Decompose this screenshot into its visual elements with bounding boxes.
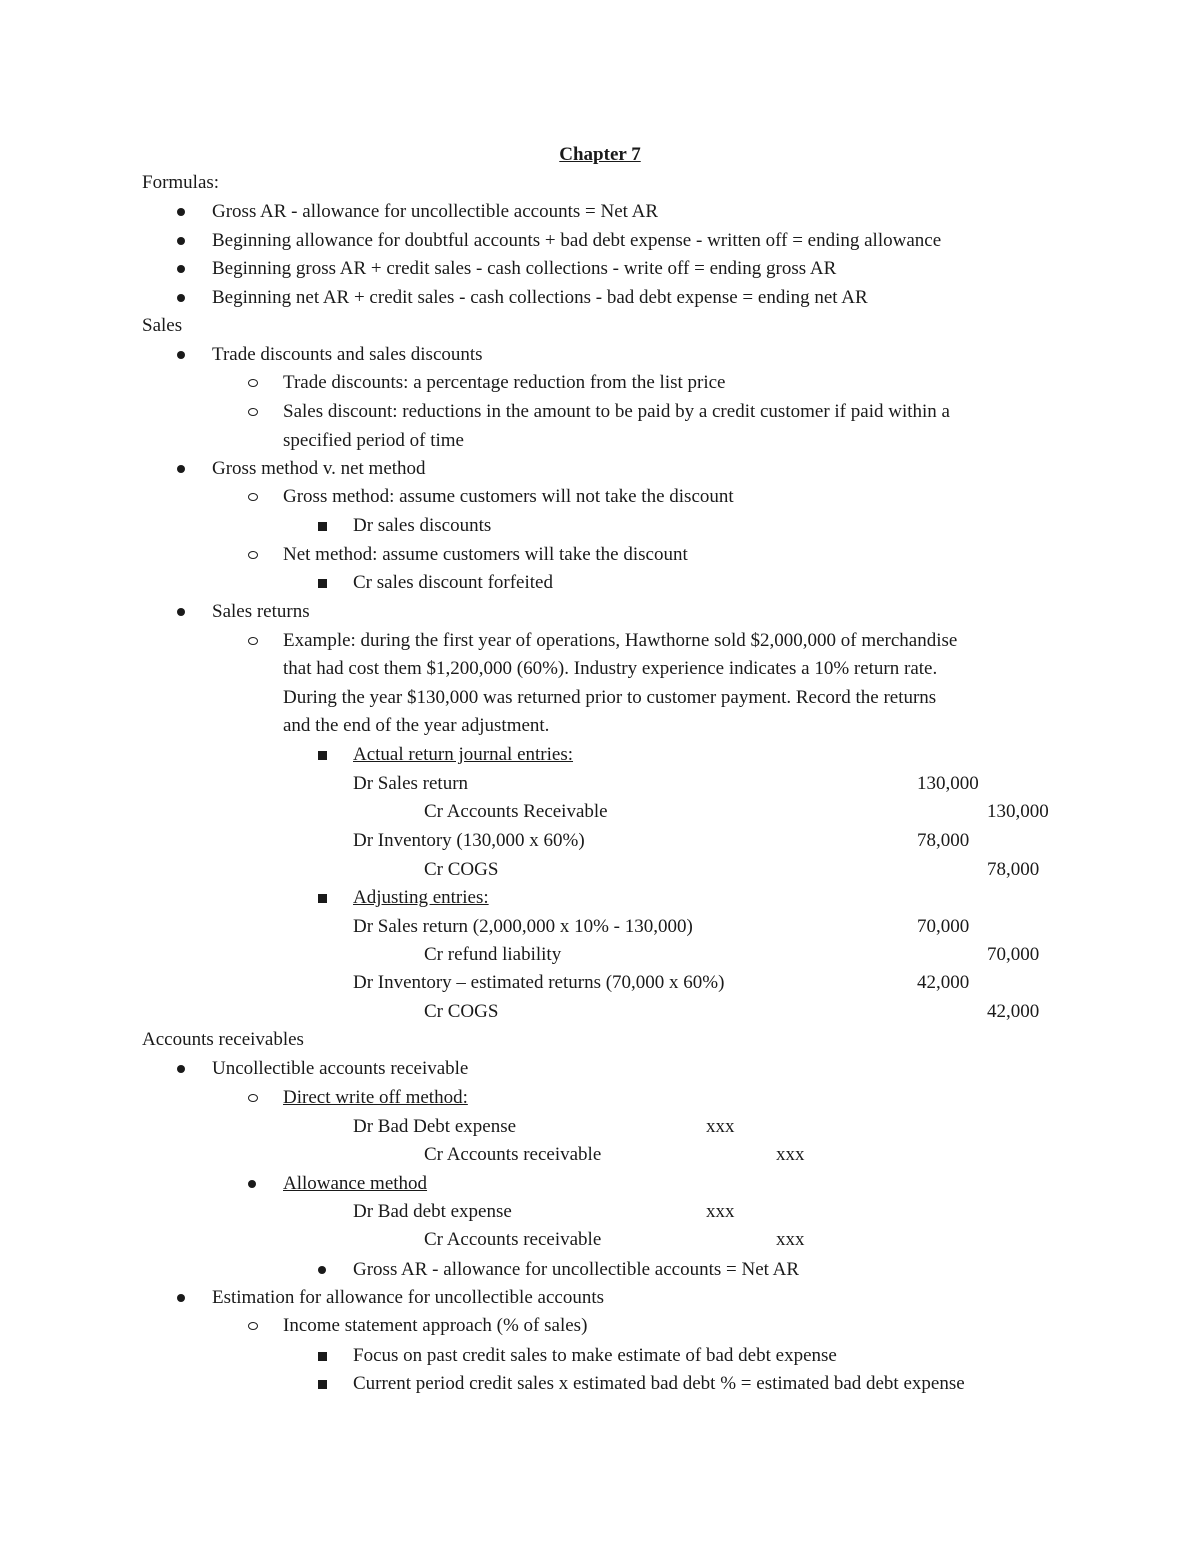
sales-discount-definition-cont: specified period of time — [283, 430, 464, 451]
bullet-disc-icon — [177, 237, 185, 245]
estimation-detail: Focus on past credit sales to make estimate of bad debt expense — [353, 1345, 837, 1366]
gross-method-item: Gross method: assume customers will not take the discount — [283, 486, 734, 507]
bullet-square-icon — [318, 579, 327, 588]
bullet-square-icon — [318, 522, 327, 531]
trade-discount-definition: Trade discounts: a percentage reduction from the list price — [283, 372, 726, 393]
bullet-disc-icon — [177, 1294, 185, 1302]
journal-entry-debit: 130,000 — [917, 773, 979, 794]
journal-entry-account: Dr Inventory (130,000 x 60%) — [353, 830, 585, 851]
allowance-method-heading: Allowance method — [283, 1173, 428, 1194]
income-statement-approach: Income statement approach (% of sales) — [283, 1315, 588, 1336]
bullet-circle-icon — [248, 493, 258, 501]
journal-entry-credit: xxx — [776, 1229, 805, 1250]
formula-item: Beginning gross AR + credit sales - cash collections - write off = ending gross AR — [212, 258, 837, 279]
allowance-formula: Gross AR - allowance for uncollectible accounts = Net AR — [353, 1259, 800, 1280]
bullet-circle-icon — [248, 637, 258, 645]
journal-entry-account: Cr COGS — [424, 859, 499, 880]
ar-heading: Accounts receivables — [142, 1029, 304, 1050]
journal-entry-account: Dr Bad debt expense — [353, 1201, 512, 1222]
journal-entry-account: Cr Accounts Receivable — [424, 801, 608, 822]
sales-heading: Sales — [142, 315, 183, 336]
uncollectible-item: Uncollectible accounts receivable — [212, 1058, 469, 1079]
journal-entry-account: Dr Inventory – estimated returns (70,000 x 60%) — [353, 972, 725, 993]
formulas-heading: Formulas: — [142, 172, 220, 193]
sales-returns-item: Sales returns — [212, 601, 310, 622]
example-line: and the end of the year adjustment. — [283, 715, 550, 736]
journal-entry-account: Cr Accounts receivable — [424, 1144, 602, 1165]
journal-entry-debit: xxx — [706, 1116, 735, 1137]
example-line: During the year $130,000 was returned prior to customer payment. Record the returns — [283, 687, 937, 708]
bullet-disc-icon — [177, 351, 185, 359]
bullet-disc-icon — [177, 465, 185, 473]
bullet-square-icon — [318, 1352, 327, 1361]
journal-entry-credit: 130,000 — [987, 801, 1049, 822]
journal-entry-debit: xxx — [706, 1201, 735, 1222]
bullet-circle-icon — [248, 379, 258, 387]
bullet-disc-icon — [177, 1065, 185, 1073]
journal-entry-account: Cr Accounts receivable — [424, 1229, 602, 1250]
journal-entry-debit: 70,000 — [917, 916, 970, 937]
example-line: Example: during the first year of operations, Hawthorne sold $2,000,000 of merchandise — [283, 630, 958, 651]
formula-item: Gross AR - allowance for uncollectible accounts = Net AR — [212, 201, 659, 222]
net-method-entry: Cr sales discount forfeited — [353, 572, 553, 593]
gross-vs-net-item: Gross method v. net method — [212, 458, 426, 479]
formula-item: Beginning net AR + credit sales - cash collections - bad debt expense = ending net AR — [212, 287, 868, 308]
bullet-disc-icon — [177, 608, 185, 616]
direct-write-off-heading: Direct write off method: — [283, 1087, 468, 1108]
bullet-disc-icon — [177, 265, 185, 273]
actual-entries-heading: Actual return journal entries: — [353, 744, 574, 765]
journal-entry-debit: 78,000 — [917, 830, 970, 851]
bullet-circle-icon — [248, 1322, 258, 1330]
bullet-square-icon — [318, 751, 327, 760]
estimation-item: Estimation for allowance for uncollectible accounts — [212, 1287, 604, 1308]
journal-entry-account: Dr Sales return (2,000,000 x 10% - 130,000) — [353, 916, 693, 937]
adjusting-entries-heading: Adjusting entries: — [353, 887, 489, 908]
bullet-disc-icon — [177, 294, 185, 302]
example-line: that had cost them $1,200,000 (60%). Industry experience indicates a 10% return rate. — [283, 658, 938, 679]
bullet-disc-icon — [248, 1180, 256, 1188]
bullet-square-icon — [318, 894, 327, 903]
sales-discount-definition: Sales discount: reductions in the amount to be paid by a credit customer if paid within a — [283, 401, 950, 422]
journal-entry-debit: 42,000 — [917, 972, 970, 993]
bullet-square-icon — [318, 1380, 327, 1389]
bullet-circle-icon — [248, 408, 258, 416]
journal-entry-account: Dr Sales return — [353, 773, 469, 794]
bullet-circle-icon — [248, 551, 258, 559]
journal-entry-credit: xxx — [776, 1144, 805, 1165]
trade-discounts-item: Trade discounts and sales discounts — [212, 344, 483, 365]
bullet-disc-icon — [318, 1266, 326, 1274]
gross-method-entry: Dr sales discounts — [353, 515, 492, 536]
bullet-disc-icon — [177, 208, 185, 216]
formula-item: Beginning allowance for doubtful accounts + bad debt expense - written off = ending allowance — [212, 230, 942, 251]
journal-entry-account: Dr Bad Debt expense — [353, 1116, 517, 1137]
journal-entry-credit: 78,000 — [987, 859, 1040, 880]
journal-entry-account: Cr refund liability — [424, 944, 562, 965]
estimation-detail: Current period credit sales x estimated bad debt % = estimated bad debt expense — [353, 1373, 965, 1394]
journal-entry-account: Cr COGS — [424, 1001, 499, 1022]
journal-entry-credit: 70,000 — [987, 944, 1040, 965]
journal-entry-credit: 42,000 — [987, 1001, 1040, 1022]
page-title: Chapter 7 — [559, 144, 641, 165]
bullet-circle-icon — [248, 1094, 258, 1102]
net-method-item: Net method: assume customers will take the discount — [283, 544, 688, 565]
